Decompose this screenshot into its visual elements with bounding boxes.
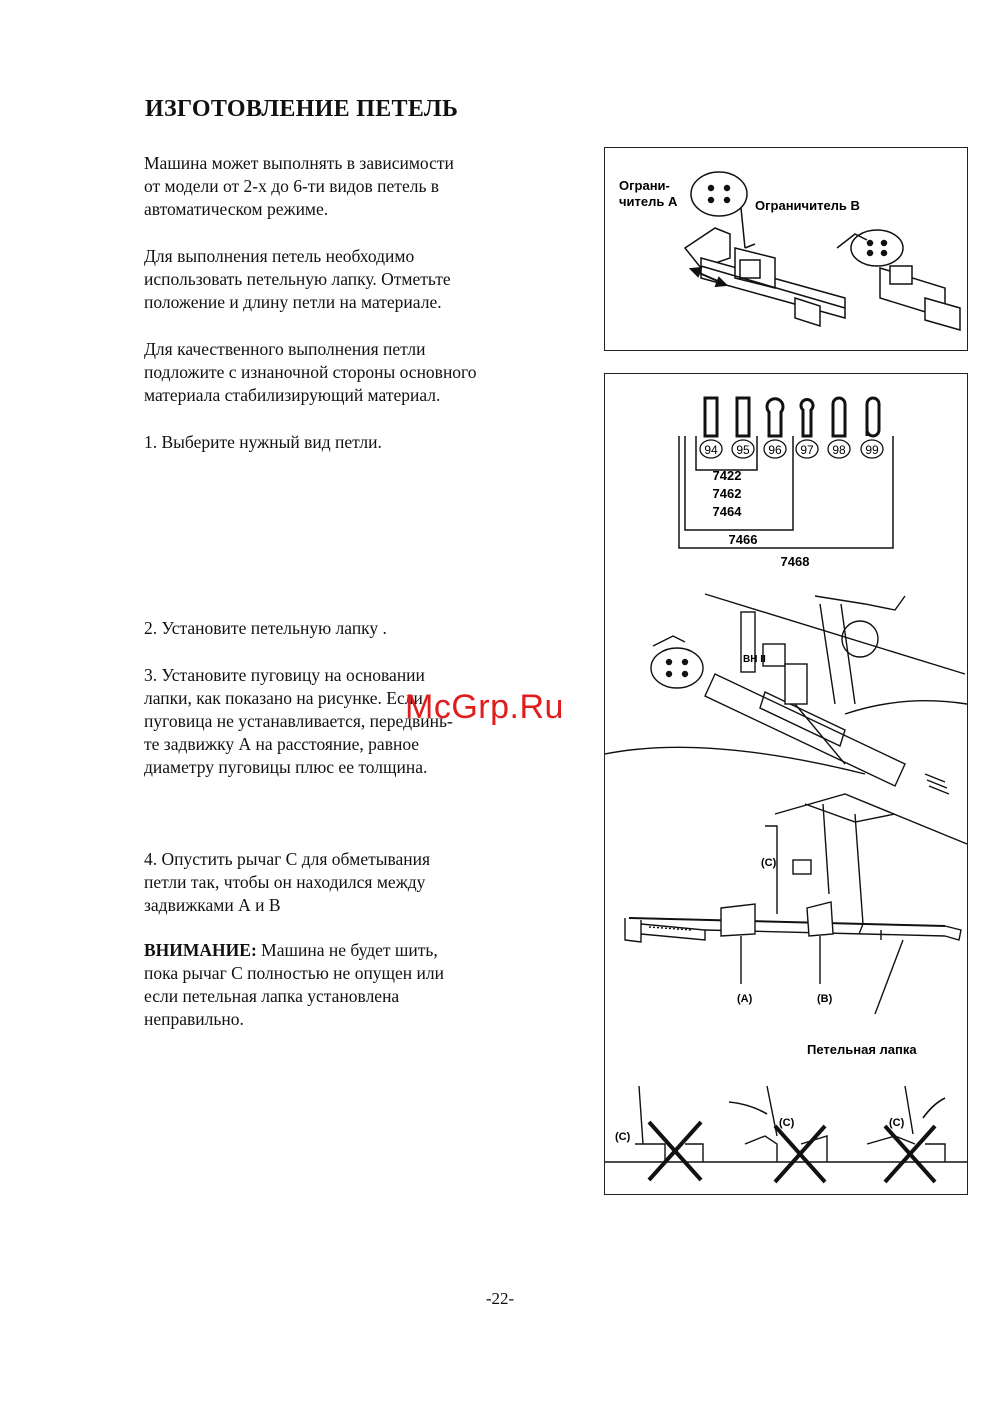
- text-line: диаметру пуговицы плюс ее толщина.: [144, 757, 428, 777]
- paragraph-stabilizer: [144, 338, 544, 407]
- label-limiter-a: (A): [737, 993, 753, 1005]
- warning-label: ВНИМАНИЕ:: [144, 940, 257, 960]
- stitch-number: 96: [768, 443, 782, 457]
- label-lever-c: (C): [615, 1131, 631, 1143]
- limiters-illustration: [605, 148, 967, 350]
- text-line: те задвижку А на расстояние, равное: [144, 734, 420, 754]
- warning-text: Машина не будет шить,: [256, 940, 438, 960]
- figure-caption: Петельная лапка: [807, 1042, 917, 1057]
- stitch-number-badges: [700, 440, 883, 458]
- label-limiter-b: (B): [817, 993, 833, 1005]
- text-line: пока рычаг С полностью не опущен или: [144, 963, 445, 983]
- text-line: автоматическом режиме.: [144, 199, 329, 219]
- text-line: от модели от 2-х до 6-ти видов петель в: [144, 176, 440, 196]
- label-lever-c: (C): [779, 1117, 795, 1129]
- stitch-number: 98: [832, 443, 846, 457]
- text-line: задвижками А и В: [144, 895, 281, 915]
- buttonhole-illustration: [605, 374, 967, 1194]
- watermark: McGrp.Ru: [405, 688, 564, 726]
- text-line: если петельная лапка установлена: [144, 986, 400, 1006]
- text-line: неправильно.: [144, 1009, 244, 1029]
- figure-limiters: [604, 147, 968, 351]
- stitch-number: 97: [800, 443, 814, 457]
- model-number: 7468: [780, 554, 810, 569]
- label-limiter-b: Ограничитель В: [755, 198, 860, 213]
- model-number: 7462: [712, 486, 742, 501]
- label-limiter-a-1: Ограни-: [619, 178, 670, 193]
- text-line: 1. Выберите нужный вид петли.: [144, 432, 382, 452]
- stitch-number: 99: [865, 443, 879, 457]
- text-line: [144, 939, 544, 962]
- text-line: Для выполнения петель необходимо: [144, 246, 415, 266]
- text-line: Для качественного выполнения петли: [144, 339, 426, 359]
- label-lever-c: (C): [761, 857, 777, 869]
- buttonhole-shapes: [705, 398, 879, 436]
- text-line: материала стабилизирующий материал.: [144, 385, 441, 405]
- paragraph-intro: [144, 152, 544, 221]
- model-number: 7464: [712, 504, 742, 519]
- text-line: пуговица не устанавливается, передвинь-: [144, 711, 453, 731]
- text-line: Машина может выполнять в зависимости: [144, 153, 454, 173]
- text-line: лапки, как показано на рисунке. Если: [144, 688, 423, 708]
- text-line: положение и длину петли на материале.: [144, 292, 442, 312]
- text-line: 4. Опустить рычаг С для обметывания: [144, 849, 431, 869]
- text-line: 2. Установите петельную лапку .: [144, 618, 387, 638]
- text-line: использовать петельную лапку. Отметьте: [144, 269, 451, 289]
- paragraph-foot: [144, 245, 544, 314]
- button-illustration-right: [837, 230, 903, 266]
- figure-buttonhole-steps: [604, 373, 968, 1195]
- stitch-number: 94: [704, 443, 718, 457]
- text-line: петли так, чтобы он находился между: [144, 872, 426, 892]
- step-4: [144, 848, 544, 917]
- arrow-icons: [729, 1098, 945, 1118]
- stitch-number: 95: [736, 443, 750, 457]
- foot-installation-illustration: [605, 594, 967, 844]
- text-line: 3. Установите пуговицу на основании: [144, 665, 425, 685]
- buttonhole-foot-right: [880, 266, 960, 330]
- lever-position-illustration: [625, 804, 961, 1014]
- label-lever-c: (C): [889, 1117, 905, 1129]
- cross-mark-icons: [649, 1122, 935, 1182]
- text-line: подложите с изнаночной стороны основного: [144, 362, 477, 382]
- step-1: [144, 431, 544, 454]
- step-2: [144, 617, 544, 640]
- label-limiter-a-2: читель А: [619, 194, 678, 209]
- page-title: ИЗГОТОВЛЕНИЕ ПЕТЕЛЬ: [145, 96, 459, 122]
- model-number: 7422: [712, 468, 742, 483]
- warning-paragraph: [144, 939, 544, 1031]
- foot-marking: BH II: [743, 654, 766, 665]
- model-number: 7466: [728, 532, 758, 547]
- page-number: -22-: [485, 1289, 515, 1308]
